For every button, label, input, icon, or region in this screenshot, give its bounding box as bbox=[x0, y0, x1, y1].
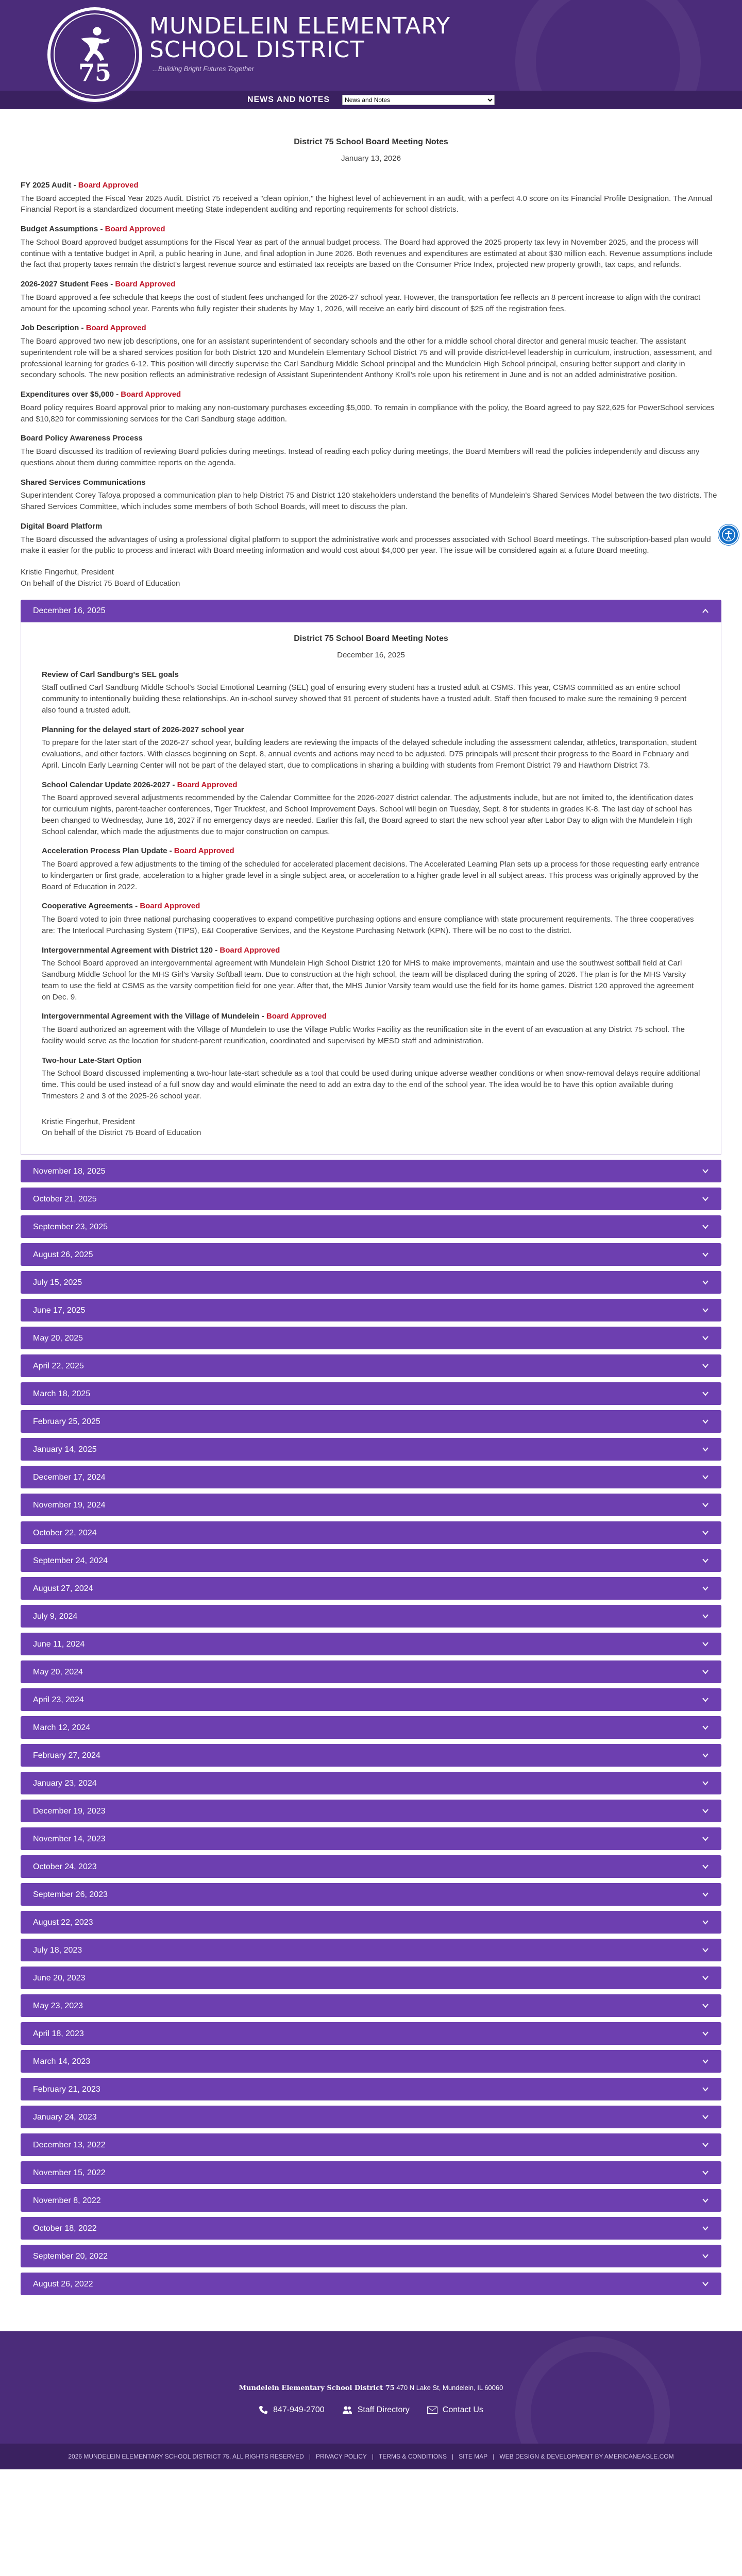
accordion-label: May 20, 2024 bbox=[33, 1667, 83, 1676]
accordion-header[interactable] bbox=[21, 1855, 721, 1878]
note-heading-text: School Calendar Update 2026-2027 - bbox=[42, 780, 177, 789]
accordion-header[interactable] bbox=[21, 1883, 721, 1906]
accordion-header[interactable] bbox=[21, 2078, 721, 2100]
chevron-down-icon bbox=[702, 1195, 709, 1202]
accordion-label: December 17, 2024 bbox=[33, 1472, 106, 1482]
signoff-name: Kristie Fingerhut, President bbox=[21, 568, 114, 577]
note-heading bbox=[21, 224, 721, 235]
note-heading bbox=[42, 945, 700, 956]
accordion-label: September 26, 2023 bbox=[33, 1890, 108, 1899]
accordion-label: June 17, 2025 bbox=[33, 1306, 86, 1315]
accordion-header[interactable] bbox=[21, 2050, 721, 2073]
note-heading-text: Budget Assumptions - bbox=[21, 225, 105, 234]
accordion-header[interactable] bbox=[21, 1688, 721, 1711]
accordion-label: June 20, 2023 bbox=[33, 1973, 86, 1982]
panel-notes bbox=[42, 669, 700, 1102]
note-heading bbox=[21, 477, 721, 488]
accordion-label: September 24, 2024 bbox=[33, 1556, 108, 1565]
panel-notes-title: District 75 School Board Meeting Notes bbox=[294, 634, 448, 643]
accordion-header[interactable] bbox=[21, 1271, 721, 1294]
accordion-header[interactable] bbox=[21, 1215, 721, 1238]
note-heading-text: Intergovernmental Agreement with the Village of Mundelein - bbox=[42, 1012, 266, 1021]
accordion-label: January 14, 2025 bbox=[33, 1445, 97, 1454]
accordion-label: July 18, 2023 bbox=[33, 1945, 82, 1955]
accordion-label: December 16, 2025 bbox=[33, 606, 106, 616]
accordion-header[interactable] bbox=[21, 1772, 721, 1794]
accordion-label: August 27, 2024 bbox=[33, 1584, 93, 1593]
notes-date: January 13, 2026 bbox=[341, 154, 401, 163]
accessibility-icon bbox=[722, 528, 735, 541]
note-heading-text: Job Description - bbox=[21, 324, 86, 333]
footer-bottom-bar bbox=[0, 2444, 742, 2469]
note-body: The Board discussed the advantages of using a professional digital platform to support the administrative work and processes associated with School Board meetings. The subscription-based plan would make it easier for the public to process and interact with Board meeting information and would cost about $4,000 per year. The issue will be considered again at a future Board meeting. bbox=[21, 535, 711, 555]
accessibility-button[interactable] bbox=[718, 524, 739, 545]
note-heading bbox=[42, 1011, 700, 1022]
note-heading-text: Digital Board Platform bbox=[21, 521, 103, 531]
accordion-label: March 14, 2023 bbox=[33, 2057, 91, 2066]
panel-signoff-org: On behalf of the District 75 Board of Education bbox=[42, 1128, 201, 1138]
chevron-down-icon bbox=[702, 1863, 709, 1870]
accordion-label: October 24, 2023 bbox=[33, 1862, 97, 1871]
chevron-down-icon bbox=[702, 1501, 709, 1509]
note-heading-text: Board Policy Awareness Process bbox=[21, 434, 143, 443]
accordion-label: October 18, 2022 bbox=[33, 2224, 97, 2233]
accordion-header[interactable] bbox=[21, 1494, 721, 1516]
note-body: The School Board approved an intergovernmental agreement with Mundelein High School District 120 for MHS to make improvements, maintain and use the southwest softball field at Carl Sandburg Middle School for the MHS Girl's Varsity Softball team. Due to construction at the high school, the team will be displaced during the spring of 2026. The plan is for the MHS Varsity team to use the field at CSMS as the varsity competition field for one year. After that, the MHS Junior Varsity team would use the field for its home games. District 120 approved the agreement on Dec. 9. bbox=[42, 959, 694, 1002]
chevron-down-icon bbox=[702, 2225, 709, 2232]
note-body: Staff outlined Carl Sandburg Middle School's Social Emotional Learning (SEL) goal of ensuring every student has a trusted adult at CSMS. This year, CSMS committed as an entire school community to intentionally building these relationships. An in-school survey showed that 91 percent of students have a trusted adult. Staff then focused to make sure the remaining 9 percent also found a trusted adult. bbox=[42, 683, 687, 715]
phone-link[interactable] bbox=[259, 2405, 325, 2415]
accordion-header-open[interactable] bbox=[21, 600, 721, 622]
archive-accordion bbox=[21, 600, 721, 2295]
chevron-down-icon bbox=[702, 1251, 709, 1258]
note-heading bbox=[21, 389, 721, 400]
chevron-down-icon bbox=[702, 1307, 709, 1314]
panel-signoff-name: Kristie Fingerhut, President bbox=[42, 1117, 135, 1126]
accordion-label: April 23, 2024 bbox=[33, 1695, 84, 1704]
accordion-header[interactable] bbox=[21, 1160, 721, 1182]
site-footer bbox=[0, 2331, 742, 2469]
envelope-icon bbox=[427, 2406, 437, 2414]
chevron-down-icon bbox=[702, 1724, 709, 1731]
accordion-header[interactable] bbox=[21, 1800, 721, 1822]
chevron-down-icon bbox=[702, 1167, 709, 1175]
accordion-header[interactable] bbox=[21, 1660, 721, 1683]
accordion-label: February 27, 2024 bbox=[33, 1751, 100, 1760]
accordion-header[interactable] bbox=[21, 1354, 721, 1377]
chevron-down-icon bbox=[702, 1446, 709, 1453]
chevron-down-icon bbox=[702, 2086, 709, 2093]
footer-street: 470 N Lake St, Mundelein, IL 60060 bbox=[396, 2384, 503, 2392]
current-notes bbox=[21, 180, 721, 556]
accordion-header[interactable] bbox=[21, 1577, 721, 1600]
chevron-down-icon bbox=[702, 1696, 709, 1703]
footer-org-name: Mundelein Elementary School District 75 bbox=[239, 2384, 395, 2393]
chevron-down-icon bbox=[702, 1585, 709, 1592]
accordion-header[interactable] bbox=[21, 2217, 721, 2240]
chevron-down-icon bbox=[702, 2252, 709, 2260]
panel-notes-date: December 16, 2025 bbox=[337, 650, 405, 659]
accordion-label: April 18, 2023 bbox=[33, 2029, 84, 2038]
note-heading bbox=[42, 779, 700, 791]
footer-sep-1: | bbox=[309, 2453, 311, 2461]
accordion-header[interactable] bbox=[21, 1744, 721, 1767]
accordion-panel bbox=[21, 622, 721, 1155]
accordion-label: February 21, 2023 bbox=[33, 2084, 100, 2094]
accordion-header[interactable] bbox=[21, 2022, 721, 2045]
approval-status: Board Approved bbox=[220, 945, 280, 955]
chevron-down-icon bbox=[702, 1390, 709, 1397]
note-heading-text: Planning for the delayed start of 2026-2027 school year bbox=[42, 725, 244, 734]
header-watermark bbox=[515, 0, 701, 91]
chevron-down-icon bbox=[702, 1334, 709, 1342]
approval-status: Board Approved bbox=[140, 902, 200, 911]
accordion-label: November 8, 2022 bbox=[33, 2196, 101, 2205]
chevron-down-icon bbox=[702, 2280, 709, 2287]
accordion-label: August 26, 2025 bbox=[33, 1250, 93, 1259]
note-heading-text: Acceleration Process Plan Update - bbox=[42, 846, 174, 856]
accordion-label: September 20, 2022 bbox=[33, 2251, 108, 2261]
accordion-header[interactable] bbox=[21, 2133, 721, 2156]
note-heading-text: Shared Services Communications bbox=[21, 478, 146, 487]
note-body: The School Board discussed implementing a two-hour late-start schedule as a tool that could be used during unique adverse weather conditions or when snow-removal delays require additional time. This could be used instead of a full snow day and would eliminate the need to add an extra day to the end of the school year. The idea would be to have this option available during Trimesters 2 and 3 of the 2025-26 school year. bbox=[42, 1069, 700, 1100]
accordion-header[interactable] bbox=[21, 2189, 721, 2212]
staff-directory-label[interactable]: Staff Directory bbox=[357, 2405, 410, 2415]
accordion-header[interactable] bbox=[21, 1967, 721, 1989]
accordion-label: March 18, 2025 bbox=[33, 1389, 91, 1398]
note-heading-text: Intergovernmental Agreement with District 120 - bbox=[42, 945, 220, 955]
accordion-label: March 12, 2024 bbox=[33, 1723, 91, 1732]
site-title-line2[interactable]: SCHOOL DISTRICT bbox=[149, 37, 365, 63]
accordion-header[interactable] bbox=[21, 1633, 721, 1655]
accordion-label: December 19, 2023 bbox=[33, 1806, 106, 1816]
credit-link[interactable]: WEB DESIGN & DEVELOPMENT BY AMERICANEAGLE.COM bbox=[499, 2453, 674, 2461]
note-body: Superintendent Corey Tafoya proposed a communication plan to help District 75 and District 120 stakeholders understand the benefits of Mundelein's Shared Services Model between the two districts. The Shared Services Committee, which includes some members of both School Boards, will meet to discuss the plan. bbox=[21, 491, 717, 512]
approval-status: Board Approved bbox=[78, 180, 139, 190]
accordion-label: June 11, 2024 bbox=[33, 1639, 85, 1649]
note-heading bbox=[42, 845, 700, 857]
chevron-down-icon bbox=[702, 2002, 709, 2009]
chevron-down-icon bbox=[702, 1807, 709, 1815]
signoff bbox=[21, 567, 721, 589]
accordion-header[interactable] bbox=[21, 1382, 721, 1405]
accordion-label: October 21, 2025 bbox=[33, 1194, 97, 1204]
chevron-down-icon bbox=[702, 2141, 709, 2148]
chevron-down-icon bbox=[702, 1418, 709, 1425]
note-heading bbox=[21, 521, 721, 532]
accordion-label: May 20, 2025 bbox=[33, 1333, 83, 1343]
chevron-down-icon bbox=[702, 1919, 709, 1926]
note-heading bbox=[42, 1055, 700, 1066]
accordion-label: September 23, 2025 bbox=[33, 1222, 108, 1231]
accordion-label: November 19, 2024 bbox=[33, 1500, 106, 1510]
accordion-header[interactable] bbox=[21, 2106, 721, 2128]
accordion-header[interactable] bbox=[21, 2161, 721, 2184]
signoff-org: On behalf of the District 75 Board of Education bbox=[21, 579, 180, 588]
accordion-header[interactable] bbox=[21, 1605, 721, 1628]
accordion-label: April 22, 2025 bbox=[33, 1361, 84, 1370]
accordion-label: May 23, 2023 bbox=[33, 2001, 83, 2010]
note-body: The Board approved two new job descriptions, one for an assistant superintendent of secondary schools and the other for a middle school choral director and general music teacher. The assistant superintendent role will be a shared services position for both District 120 and Mundelein Elementary School District 75 and will provide district-level leadership in curriculum, instruction, assessment, and professional learning for grades 6-12. This position will directly supervise the Carl Sandburg Middle School principal and the Mundelein High School principal, ensuring better support and clarity in secondary schools. The new position reflects an administrative redesign of Assistant Superintendent Anthony Kroll's role upon his retirement in June and is not an added administrative position. bbox=[21, 337, 712, 380]
note-body: The Board discussed its tradition of reviewing Board policies during meetings. Instead of reading each policy during meetings, the Board Members will read the policies independently and discuss any questions about them during committee reports on the agenda. bbox=[21, 447, 700, 467]
chevron-down-icon bbox=[702, 1668, 709, 1675]
chevron-down-icon bbox=[702, 1223, 709, 1230]
accordion-header[interactable] bbox=[21, 1911, 721, 1934]
accordion-header[interactable] bbox=[21, 1188, 721, 1210]
chevron-down-icon bbox=[702, 2197, 709, 2204]
accordion-label: December 13, 2022 bbox=[33, 2140, 106, 2149]
accordion-label: August 26, 2022 bbox=[33, 2279, 93, 2289]
chevron-down-icon bbox=[702, 2030, 709, 2037]
footer-sep-3: | bbox=[452, 2453, 454, 2461]
note-heading bbox=[21, 433, 721, 444]
collapsed-sections bbox=[21, 1160, 721, 2295]
chevron-down-icon bbox=[702, 1752, 709, 1759]
note-body: The Board approved several adjustments recommended by the Calendar Committee for the 2026-2027 district calendar. The adjustments include, but are not limited to, the identification dates for curriculum nights, parent-teacher conferences, Tiger Truckfest, and School Improvement Days. School will begin on Tuesday, Sept. 8 for students in grades K-8. The last day of school has been changed to Wednesday, June 16, 2027 if no emergency days are needed. Earlier this fall, the Board agreed to start the new school year after Labor Day to align with the Mundelein High School calendar, which made the adjustments due to major construction on campus. bbox=[42, 793, 694, 836]
notes-title: District 75 School Board Meeting Notes bbox=[294, 138, 448, 146]
site-title-line1[interactable]: MUNDELEIN ELEMENTARY bbox=[149, 13, 450, 39]
footer-sep-2: | bbox=[372, 2453, 374, 2461]
chevron-up-icon bbox=[702, 607, 709, 615]
accordion-header[interactable] bbox=[21, 2273, 721, 2295]
note-heading-text: Expenditures over $5,000 - bbox=[21, 390, 121, 399]
sitemap-link[interactable]: SITE MAP bbox=[459, 2453, 488, 2461]
footer-sep-4: | bbox=[493, 2453, 495, 2461]
note-body: The Board authorized an agreement with the Village of Mundelein to use the Village Public Works Facility as the reunification site in the event of an evacuation at any District 75 school. The facility would serve as the location for student-parent reunification, coordinated and supervised by MESD staff and administration. bbox=[42, 1025, 685, 1045]
note-heading-text: Review of Carl Sandburg's SEL goals bbox=[42, 670, 179, 679]
chevron-down-icon bbox=[702, 2169, 709, 2176]
accordion-label: October 22, 2024 bbox=[33, 1528, 97, 1537]
approval-status: Board Approved bbox=[86, 324, 146, 333]
note-body: The Board voted to join three national purchasing cooperatives to expand competitive purchasing options and ensure compliance with state procurement requirements. The three cooperatives are: The Interlocal Purchasing System (TIPS), E&I Cooperative Services, and the Keystone Purchasing Network (KPN). There will be no cost to the district. bbox=[42, 915, 694, 935]
accordion-label: November 18, 2025 bbox=[33, 1166, 106, 1176]
contact-us-label[interactable]: Contact Us bbox=[442, 2405, 483, 2415]
accordion-label: February 25, 2025 bbox=[33, 1417, 100, 1426]
note-body: The Board accepted the Fiscal Year 2025 Audit. District 75 received a "clean opinion," the highest level of achievement in an audit, with a perfect 4.0 score on its Financial Profile Designation. The Annual Financial Report is a standardized document meeting State independent auditing and reporting requirements for school districts. bbox=[21, 194, 713, 214]
accordion-header[interactable] bbox=[21, 1299, 721, 1321]
chevron-down-icon bbox=[702, 2113, 709, 2121]
accordion-label: November 14, 2023 bbox=[33, 1834, 106, 1843]
chevron-down-icon bbox=[702, 1279, 709, 1286]
approval-status: Board Approved bbox=[121, 390, 181, 399]
staff-directory-link[interactable] bbox=[342, 2405, 410, 2415]
note-heading bbox=[42, 901, 700, 912]
news-category-select[interactable] bbox=[342, 95, 495, 105]
accordion-label: July 15, 2025 bbox=[33, 1278, 82, 1287]
note-heading bbox=[21, 279, 721, 290]
note-heading-text: 2026-2027 Student Fees - bbox=[21, 280, 115, 289]
section-title: NEWS AND NOTES bbox=[247, 95, 330, 104]
chevron-down-icon bbox=[702, 1529, 709, 1536]
accordion-header[interactable] bbox=[21, 1438, 721, 1461]
people-icon bbox=[342, 2405, 352, 2415]
privacy-link[interactable]: PRIVACY POLICY bbox=[315, 2453, 367, 2461]
approval-status: Board Approved bbox=[105, 225, 165, 234]
district-logo[interactable] bbox=[47, 7, 142, 102]
accordion-header[interactable] bbox=[21, 1243, 721, 1266]
main-content bbox=[21, 109, 721, 2295]
approval-status: Board Approved bbox=[177, 780, 238, 789]
chevron-down-icon bbox=[702, 1613, 709, 1620]
chevron-down-icon bbox=[702, 1946, 709, 1954]
accordion-label: November 15, 2022 bbox=[33, 2168, 106, 2177]
accordion-label: January 23, 2024 bbox=[33, 1778, 97, 1788]
note-body: The Board approved a fee schedule that keeps the cost of student fees unchanged for the 2026-27 school year. However, the transportation fee reflects an 8 percent increase to align with the contract amount for the upcoming school year. Parents who fully register their students by May 1, 2026, will receive an early bird discount of $25 off the registration fees. bbox=[21, 293, 701, 313]
panel-signoff bbox=[42, 1116, 700, 1139]
accordion-header[interactable] bbox=[21, 1327, 721, 1349]
chevron-down-icon bbox=[702, 1557, 709, 1564]
chevron-down-icon bbox=[702, 1974, 709, 1981]
note-heading-text: Cooperative Agreements - bbox=[42, 902, 140, 911]
chevron-down-icon bbox=[702, 2058, 709, 2065]
accordion-header[interactable] bbox=[21, 1994, 721, 2017]
accordion-header[interactable] bbox=[21, 1827, 721, 1850]
chevron-down-icon bbox=[702, 1640, 709, 1648]
chevron-down-icon bbox=[702, 1362, 709, 1369]
contact-us-link[interactable] bbox=[427, 2405, 483, 2415]
approval-status: Board Approved bbox=[174, 846, 234, 856]
accordion-label: July 9, 2024 bbox=[33, 1612, 78, 1621]
phone-icon bbox=[259, 2405, 268, 2415]
site-title[interactable] bbox=[149, 14, 450, 62]
logo-number: 75 bbox=[78, 59, 111, 87]
approval-status: Board Approved bbox=[115, 280, 176, 289]
site-tagline: ...Building Bright Futures Together bbox=[153, 65, 254, 73]
approval-status: Board Approved bbox=[266, 1012, 327, 1021]
chevron-down-icon bbox=[702, 1780, 709, 1787]
accordion-header[interactable] bbox=[21, 1410, 721, 1433]
note-heading-text: FY 2025 Audit - bbox=[21, 180, 78, 190]
note-body: To prepare for the later start of the 2026-27 school year, building leaders are reviewing the impacts of the delayed schedule including the assessment calendar, athletics, transportation, student evaluations, and other factors. With classes beginning on Sept. 8, annual events and actions may need to be adjusted. D75 principals will present their progress to the Board in February and April. Lincoln Early Learning Center will not be part of the delayed start, due to complications in sharing a building with students from Fremont District 79 and Hawthorn District 73. bbox=[42, 738, 697, 770]
chevron-down-icon bbox=[702, 1473, 709, 1481]
note-body: Board policy requires Board approval prior to making any non-customary purchases exceeding $5,000. To remain in compliance with the policy, the Board agreed to pay $22,625 for PowerSchool services and $10,820 for commissioning services for the Carl Sandburg stage addition. bbox=[21, 403, 715, 423]
terms-link[interactable]: TERMS & CONDITIONS bbox=[379, 2453, 447, 2461]
chevron-down-icon bbox=[702, 1891, 709, 1898]
accordion-header[interactable] bbox=[21, 1466, 721, 1488]
chevron-down-icon bbox=[702, 1835, 709, 1842]
note-body: The School Board approved budget assumptions for the Fiscal Year as part of the annual budget process. The Board had approved the 2025 property tax levy in November 2025, and the process will continue with a tentative budget in April, a public hearing in June, and final adoption in June 2026. Both revenues and expenditures are estimated at about $30 million each. Revenue assumptions include the fact that property taxes remain the district's largest revenue source and estimated tax receipts are based on the Consumer Price Index, projected new property growth, tax caps, and refunds. bbox=[21, 238, 713, 269]
accordion-label: January 24, 2023 bbox=[33, 2112, 97, 2122]
note-heading bbox=[42, 724, 700, 736]
phone-number[interactable]: 847-949-2700 bbox=[273, 2405, 325, 2415]
note-heading bbox=[21, 180, 721, 191]
accordion-header[interactable] bbox=[21, 1549, 721, 1572]
accordion-header[interactable] bbox=[21, 1716, 721, 1739]
accordion-header[interactable] bbox=[21, 2245, 721, 2267]
copyright: 2026 MUNDELEIN ELEMENTARY SCHOOL DISTRICT 75. ALL RIGHTS RESERVED bbox=[68, 2453, 304, 2461]
accordion-header[interactable] bbox=[21, 1939, 721, 1961]
note-heading bbox=[42, 669, 700, 681]
accordion-header[interactable] bbox=[21, 1521, 721, 1544]
note-heading-text: Two-hour Late-Start Option bbox=[42, 1056, 142, 1065]
note-body: The Board approved a few adjustments to the timing of the scheduled for accelerated placement decisions. The Accelerated Learning Plan sets up a process for those requesting early entrance to kindergarten or first grade, acceleration to a higher grade level in a single subject area, or acceleration to a higher grade level in all subject areas. This process was originally approved by the Board of Education in 2022. bbox=[42, 860, 700, 891]
note-heading bbox=[21, 323, 721, 334]
accordion-label: August 22, 2023 bbox=[33, 1918, 93, 1927]
